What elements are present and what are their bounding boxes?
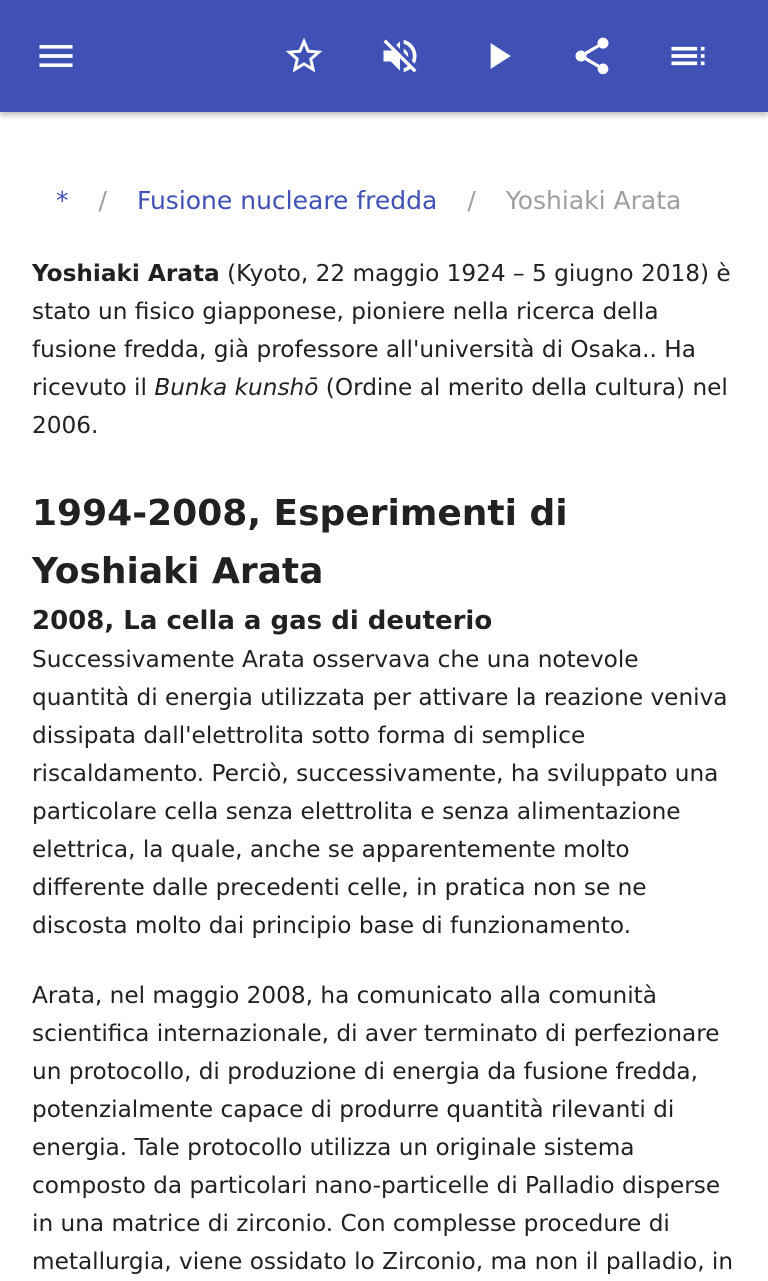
- star-outline-icon: [282, 34, 326, 78]
- hamburger-menu-icon: [34, 34, 78, 78]
- menu-button[interactable]: [28, 28, 84, 84]
- intro-text-part1: (Kyoto, 22 maggio 1924 – 5 giugno 2018) è stato un fisico giapponese, pioniere nella ricerca della fusione fredda, già professore all'università di Osaka.. Ha ricevuto il: [32, 260, 731, 401]
- play-icon: [476, 34, 520, 78]
- breadcrumb-separator: /: [98, 185, 107, 215]
- table-of-contents-button[interactable]: [660, 28, 716, 84]
- list-icon: [666, 34, 710, 78]
- body-paragraph-1: Successivamente Arata osservava che una notevole quantità di energia utilizzata per attivare la reazione veniva dissipata dall'elettrolita sotto forma di semplice riscaldamento. Perciò, successivamente, ha sviluppato una particolare cella senza elettrolita e senza alimentazione elettrica, la quale, anche se apparentemente molto differente dalle precedenti celle, in pratica non se ne discosta molto dai principio base di funzionamento.: [32, 646, 728, 939]
- breadcrumb: [56, 180, 681, 220]
- breadcrumb-current: Yoshiaki Arata: [505, 185, 682, 215]
- subsection-heading: 2008, La cella a gas di deuterio: [32, 606, 493, 636]
- breadcrumb-parent-link[interactable]: Fusione nucleare fredda: [136, 185, 438, 215]
- breadcrumb-home-link[interactable]: *: [56, 185, 69, 215]
- breadcrumb-separator: /: [467, 185, 476, 215]
- mute-button[interactable]: [372, 28, 428, 84]
- award-name: Bunka kunshō: [154, 374, 319, 401]
- share-button[interactable]: [564, 28, 620, 84]
- share-icon: [570, 34, 614, 78]
- article-subject-name: Yoshiaki Arata: [32, 260, 220, 287]
- app-bar: [0, 0, 768, 112]
- play-button[interactable]: [470, 28, 526, 84]
- body-paragraph-2: Arata, nel maggio 2008, ha comunicato alla comunità scientifica internazionale, di aver terminato di perfezionare un protocollo, di produzione di energia da fusione fredda, potenzialmente capace di produrre quantità rilevanti di energia. Tale protocollo utilizza un originale sistema composto da particolari nano-particelle di Palladio disperse in una matrice di zirconio. Con complesse procedure di metallurgia, viene ossidato lo Zirconio, ma non il palladio, in: [32, 982, 734, 1275]
- article-content: [32, 255, 738, 1281]
- section-heading: 1994-2008, Esperimenti di Yoshiaki Arata: [32, 493, 568, 592]
- intro-paragraph: [32, 255, 738, 445]
- intro-text-part2: (Ordine al merito della cultura) nel 2006.: [32, 374, 728, 439]
- favorite-button[interactable]: [276, 28, 332, 84]
- volume-off-icon: [378, 34, 422, 78]
